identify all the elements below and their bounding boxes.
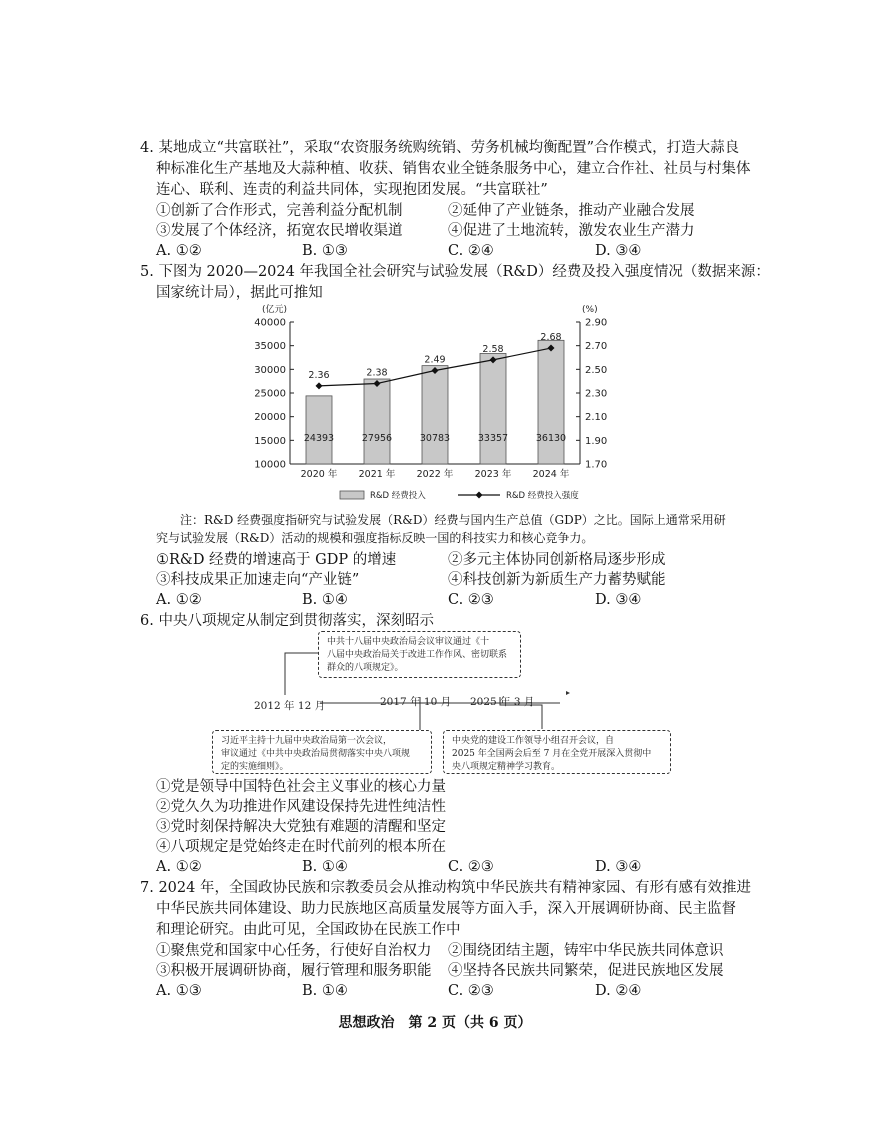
q5-note-line-1: 注：R&D 经费强度指研究与试验发展（R&D）经费与国内生产总值（GDP）之比。国际上通常采用研 bbox=[180, 513, 726, 527]
right-tick-label: 2.70 bbox=[585, 341, 608, 353]
box-2025-line-3: 央八项规定精神学习教育。 bbox=[452, 762, 561, 772]
left-tick-label: 30000 bbox=[254, 364, 286, 376]
q6-stem: 6. 中央八项规定从制定到贯彻落实，深刻昭示 bbox=[140, 613, 434, 629]
q4-option-d: D. ③④ bbox=[595, 243, 642, 259]
right-tick-label: 2.90 bbox=[585, 317, 608, 329]
timeline-box-2017 bbox=[212, 730, 432, 774]
left-axis-unit: (亿元) bbox=[262, 305, 288, 315]
intensity-value-label: 2.49 bbox=[424, 354, 446, 366]
left-tick-label: 40000 bbox=[254, 317, 286, 329]
intensity-value-label: 2.38 bbox=[366, 367, 388, 379]
right-tick-label: 1.90 bbox=[585, 435, 608, 447]
q5-option-d: D. ③④ bbox=[595, 592, 642, 608]
q5-option-a: A. ①② bbox=[156, 592, 202, 608]
q5-statement-4: ④科技创新为新质生产力蓄势赋能 bbox=[448, 572, 666, 588]
bar-value-label: 27956 bbox=[361, 433, 393, 444]
intensity-value-label: 2.58 bbox=[482, 343, 504, 355]
q6-statement-2: ②党久久为功推进作风建设保持先进性纯洁性 bbox=[156, 799, 446, 815]
q7-option-a: A. ①③ bbox=[156, 983, 202, 999]
q6-option-d: D. ③④ bbox=[595, 859, 642, 875]
right-tick-label: 2.10 bbox=[585, 412, 608, 424]
x-tick-label: 2020 年 bbox=[300, 469, 338, 480]
q7-option-b: B. ①④ bbox=[302, 983, 348, 999]
q6-option-a: A. ①② bbox=[156, 859, 202, 875]
q4-stem-line-2: 种标准化生产基地及大蒜种植、收获、销售农业全链条服务中心，建立合作社、社员与村集体 bbox=[156, 161, 751, 177]
left-tick-label: 10000 bbox=[254, 459, 286, 471]
q5-option-c: C. ②③ bbox=[448, 592, 494, 608]
box-2017-line-1: 习近平主持十九届中央政治局第一次会议， bbox=[221, 736, 393, 746]
box-2025-line-1: 中央党的建设工作领导小组召开会议，自 bbox=[452, 736, 615, 746]
bar-5 bbox=[535, 340, 567, 464]
legend-line-label: R&D 经费投入强度 bbox=[506, 491, 579, 501]
box-2017-line-3: 定的实施细则》。 bbox=[221, 762, 289, 772]
q5-note-line-2: 究与试验发展（R&D）活动的规模和强度指标反映一国的科技实力和核心竞争力。 bbox=[156, 531, 594, 545]
q6-statement-3: ③党时刻保持解决大党独有难题的清醒和坚定 bbox=[156, 819, 446, 835]
left-tick-label: 15000 bbox=[254, 435, 286, 447]
x-tick-label: 2021 年 bbox=[358, 469, 396, 480]
page-footer: 思想政治 第 2 页（共 6 页） bbox=[338, 1015, 532, 1031]
q4-option-a: A. ①② bbox=[156, 243, 202, 259]
q4-statement-4: ④促进了土地流转，激发农业生产潜力 bbox=[448, 223, 695, 239]
q7-option-d: D. ②④ bbox=[595, 983, 642, 999]
q5-option-b: B. ①④ bbox=[302, 592, 348, 608]
bar-value-label: 30783 bbox=[419, 433, 451, 444]
box-2012-line-2: 八届中央政治局关于改进工作作风、密切联系 bbox=[327, 650, 508, 660]
q6-statement-4: ④八项规定是党始终走在时代前列的根本所在 bbox=[156, 839, 446, 855]
bar-value-label: 33357 bbox=[477, 433, 509, 444]
timeline-date-2012: 2012 年 12 月 bbox=[254, 700, 326, 712]
q4-option-c: C. ②④ bbox=[448, 243, 494, 259]
legend-bar-swatch bbox=[340, 491, 364, 499]
box-2012-line-1: 中共十八届中央政治局会议审议通过《十 bbox=[327, 637, 490, 647]
box-2025-line-2: 2025 年全国两会后至 7 月在全党开展深入贯彻中 bbox=[452, 749, 652, 759]
timeline-box-2025 bbox=[443, 730, 671, 774]
right-tick-label: 2.30 bbox=[585, 388, 608, 400]
q4-statement-3: ③发展了个体经济，拓宽农民增收渠道 bbox=[156, 223, 403, 239]
x-tick-label: 2023 年 bbox=[474, 469, 512, 480]
timeline-arrow-icon bbox=[566, 691, 570, 695]
bar-4 bbox=[477, 353, 509, 464]
q4-statement-1: ①创新了合作形式，完善利益分配机制 bbox=[156, 203, 403, 219]
left-tick-label: 35000 bbox=[254, 341, 286, 353]
bar-2 bbox=[361, 379, 393, 464]
q4-option-b: B. ①③ bbox=[302, 243, 348, 259]
box-2012-line-3: 群众的八项规定》。 bbox=[327, 663, 404, 673]
q5-statement-3: ③科技成果正加速走向“产业链” bbox=[156, 572, 360, 588]
q5-statement-2: ②多元主体协同创新格局逐步形成 bbox=[448, 552, 666, 568]
x-tick-label: 2024 年 bbox=[532, 469, 570, 480]
q7-stem-line-1: 7. 2024 年，全国政协民族和宗教委员会从推动构筑中华民族共有精神家园、有形有感有效推进 bbox=[140, 880, 751, 896]
bar-value-label: 36130 bbox=[535, 433, 567, 444]
bar-3 bbox=[419, 366, 451, 464]
rd-chart bbox=[240, 300, 640, 510]
right-tick-label: 1.70 bbox=[585, 459, 608, 471]
q7-stem-line-3: 和理论研究。由此可见，全国政协在民族工作中 bbox=[156, 922, 461, 938]
q6-option-b: B. ①④ bbox=[302, 859, 348, 875]
right-tick-label: 2.50 bbox=[585, 364, 608, 376]
left-tick-label: 20000 bbox=[254, 412, 286, 424]
intensity-point-1 bbox=[316, 382, 323, 389]
legend-line-marker bbox=[476, 492, 483, 499]
right-axis-unit: (%) bbox=[582, 305, 598, 315]
timeline-date-2017: 2017 年 10 月 bbox=[380, 696, 452, 708]
q7-statement-1: ①聚焦党和国家中心任务，行使好自治权力 bbox=[156, 943, 432, 959]
connector-2012 bbox=[285, 653, 320, 695]
bar-value-label: 24393 bbox=[303, 433, 335, 444]
q5-statement-1: ①R&D 经费的增速高于 GDP 的增速 bbox=[156, 552, 397, 568]
timeline-box-2012 bbox=[318, 631, 521, 678]
legend-bar-label: R&D 经费投入 bbox=[370, 491, 426, 501]
q5-stem-line-2: 国家统计局），据此可推知 bbox=[156, 285, 323, 301]
q4-stem-line-1: 4. 某地成立“共富联社”，采取“农资服务统购统销、劳务机械均衡配置”合作模式，打造大蒜良 bbox=[140, 140, 740, 156]
q4-statement-2: ②延伸了产业链条，推动产业融合发展 bbox=[448, 203, 695, 219]
q6-option-c: C. ②③ bbox=[448, 859, 494, 875]
x-tick-label: 2022 年 bbox=[416, 469, 454, 480]
q4-stem-line-3: 连心、联利、连责的利益共同体，实现抱团发展。“共富联社” bbox=[156, 182, 548, 198]
timeline-date-2025: 2025 年 3 月 bbox=[470, 696, 535, 708]
q6-statement-1: ①党是领导中国特色社会主义事业的核心力量 bbox=[156, 779, 446, 795]
q7-option-c: C. ②③ bbox=[448, 983, 494, 999]
intensity-value-label: 2.68 bbox=[540, 332, 562, 344]
q7-statement-4: ④坚持各民族共同繁荣，促进民族地区发展 bbox=[448, 963, 724, 979]
box-2017-line-2: 审议通过《中共中央政治局贯彻落实中央八项规 bbox=[221, 749, 411, 759]
q5-stem-line-1: 5. 下图为 2020—2024 年我国全社会研究与试验发展（R&D）经费及投入强度情况（数据来源： bbox=[140, 264, 770, 280]
q7-statement-3: ③积极开展调研协商，履行管理和服务职能 bbox=[156, 963, 432, 979]
left-tick-label: 25000 bbox=[254, 388, 286, 400]
q7-statement-2: ②围绕团结主题，铸牢中华民族共同体意识 bbox=[448, 943, 724, 959]
intensity-value-label: 2.36 bbox=[308, 369, 330, 381]
bar-1 bbox=[303, 396, 335, 464]
q7-stem-line-2: 中华民族共同体建设、助力民族地区高质量发展等方面入手，深入开展调研协商、民主监督 bbox=[156, 901, 736, 917]
